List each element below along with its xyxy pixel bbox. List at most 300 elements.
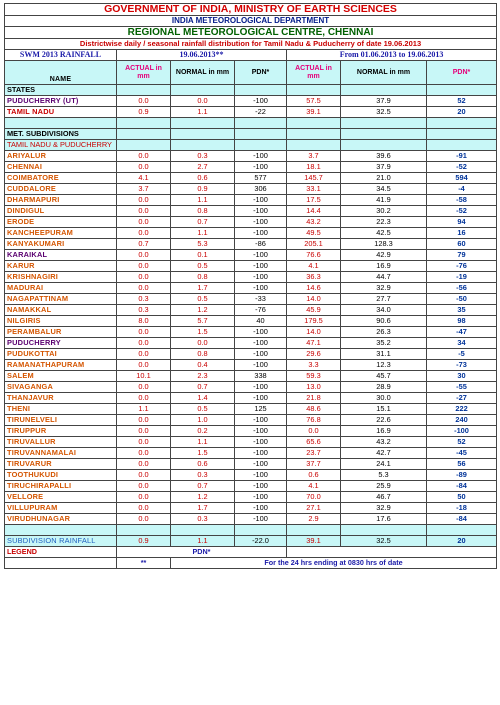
normal-season-value: 25.9: [341, 481, 427, 492]
pdn-season-value: -56: [427, 283, 497, 294]
normal-season-value: 26.3: [341, 327, 427, 338]
actual-daily-value: 1.1: [117, 404, 171, 415]
normal-season-value: 42.7: [341, 448, 427, 459]
table-row: [5, 459, 497, 470]
pdn-daily-value: -100: [235, 96, 287, 107]
district-name: TAMIL NADU: [5, 107, 117, 118]
actual-season-value: 145.7: [287, 173, 341, 184]
normal-daily-value: 0.2: [171, 426, 235, 437]
actual-season-value: 47.1: [287, 338, 341, 349]
actual-daily-value: 4.1: [117, 173, 171, 184]
table-row: [5, 514, 497, 525]
district-name: THANJAVUR: [5, 393, 117, 404]
actual-daily-value: 0.0: [117, 426, 171, 437]
district-name: PERAMBALUR: [5, 327, 117, 338]
pdn-daily-value: -100: [235, 162, 287, 173]
district-name: CUDDALORE: [5, 184, 117, 195]
normal-daily-value: 1.5: [171, 327, 235, 338]
table-row: [5, 217, 497, 228]
normal-season-value: 31.1: [341, 349, 427, 360]
district-name: TIRUVARUR: [5, 459, 117, 470]
normal-season-value: 28.9: [341, 382, 427, 393]
district-name: ARIYALUR: [5, 151, 117, 162]
normal-daily-value: 1.7: [171, 503, 235, 514]
table-row: [5, 151, 497, 162]
normal-daily-value: 1.0: [171, 415, 235, 426]
table-row: [5, 272, 497, 283]
actual-season-value: 27.1: [287, 503, 341, 514]
pdn-daily-value: -100: [235, 382, 287, 393]
pdn-daily-value: -100: [235, 393, 287, 404]
actual-daily-value: 10.1: [117, 371, 171, 382]
pdn-season-value: -4: [427, 184, 497, 195]
pdn-daily-value: -100: [235, 349, 287, 360]
pdn-daily-value: -100: [235, 514, 287, 525]
district-name: KARUR: [5, 261, 117, 272]
pdn-daily-value: -22: [235, 107, 287, 118]
pdn-season-value: -84: [427, 481, 497, 492]
district-name: KRISHNAGIRI: [5, 272, 117, 283]
actual-daily-value: 0.0: [117, 393, 171, 404]
normal-season-value: 37.9: [341, 162, 427, 173]
normal-daily-value: 0.7: [171, 382, 235, 393]
actual-season-value: 43.2: [287, 217, 341, 228]
table-row: [5, 250, 497, 261]
normal-daily-value: 1.2: [171, 305, 235, 316]
actual-season-value: 179.5: [287, 316, 341, 327]
table-row: [5, 162, 497, 173]
actual-daily-value: 0.0: [117, 349, 171, 360]
pdn-daily-value: -100: [235, 261, 287, 272]
normal-daily-value: 0.0: [171, 338, 235, 349]
actual-season-value: 0.0: [287, 426, 341, 437]
actual-season-value: 21.8: [287, 393, 341, 404]
district-name: VELLORE: [5, 492, 117, 503]
pdn-season-value: -52: [427, 206, 497, 217]
table-row: [5, 503, 497, 514]
district-name: DINDIGUL: [5, 206, 117, 217]
actual-daily-value: 0.9: [117, 107, 171, 118]
subdivision-total-label: SUBDIVISION RAINFALL: [5, 536, 117, 547]
actual-season-value: 2.9: [287, 514, 341, 525]
district-name: RAMANATHAPURAM: [5, 360, 117, 371]
pdn-daily-value: -100: [235, 283, 287, 294]
table-row: [5, 360, 497, 371]
normal-season-value: 15.1: [341, 404, 427, 415]
actual-season-value: 49.5: [287, 228, 341, 239]
normal-daily-value: 0.7: [171, 481, 235, 492]
normal-daily-value: 0.7: [171, 217, 235, 228]
section-tn-pd: TAMIL NADU & PUDUCHERRY: [5, 140, 117, 151]
normal-daily-value: 0.1: [171, 250, 235, 261]
pdn-season-value: -58: [427, 195, 497, 206]
section-row: [5, 140, 497, 151]
district-name: TIRUNELVELI: [5, 415, 117, 426]
pdn-daily-value: -100: [235, 272, 287, 283]
district-name: MADURAI: [5, 283, 117, 294]
district-name: PUDUCHERRY (UT): [5, 96, 117, 107]
pdn-season-value: -19: [427, 272, 497, 283]
actual-daily-value: 0.0: [117, 360, 171, 371]
district-name: TIRUPPUR: [5, 426, 117, 437]
pdn-season-value: -84: [427, 514, 497, 525]
normal-daily-value: 1.4: [171, 393, 235, 404]
actual-season-value: 48.6: [287, 404, 341, 415]
actual-season-value: 3.3: [287, 360, 341, 371]
pdn-season-value: 20: [427, 107, 497, 118]
pdn-season-value: 94: [427, 217, 497, 228]
actual-season-value: 18.1: [287, 162, 341, 173]
normal-season-value: 34.0: [341, 305, 427, 316]
table-row: [5, 228, 497, 239]
table-row: [5, 492, 497, 503]
actual-season-value: 76.8: [287, 415, 341, 426]
actual-daily-value: 0.0: [117, 415, 171, 426]
actual-daily-value: 0.0: [117, 228, 171, 239]
table-row: [5, 470, 497, 481]
section-row: [5, 129, 497, 140]
district-name: VILLUPURAM: [5, 503, 117, 514]
pdn-season-value: 222: [427, 404, 497, 415]
actual-season-value: 205.1: [287, 239, 341, 250]
actual-season-value: 0.6: [287, 470, 341, 481]
col-header-normal-season: NORMAL in mm: [341, 61, 427, 85]
pdn-season-value: -45: [427, 448, 497, 459]
pdn-daily-value: -100: [235, 426, 287, 437]
legend-row: [5, 547, 497, 558]
table-row: [5, 261, 497, 272]
normal-season-value: 46.7: [341, 492, 427, 503]
normal-daily-value: 0.5: [171, 404, 235, 415]
district-name: THENI: [5, 404, 117, 415]
normal-season-value: 22.6: [341, 415, 427, 426]
pdn-daily-value: -100: [235, 481, 287, 492]
pdn-daily-value: -100: [235, 151, 287, 162]
normal-season-value: 90.6: [341, 316, 427, 327]
normal-daily-value: 1.2: [171, 492, 235, 503]
normal-season-value: 32.9: [341, 503, 427, 514]
pdn-season-value: -52: [427, 162, 497, 173]
rainfall-table: [4, 3, 497, 569]
normal-season-value: 32.9: [341, 283, 427, 294]
spacer-row: [5, 525, 497, 536]
normal-season-value: 21.0: [341, 173, 427, 184]
district-name: KANYAKUMARI: [5, 239, 117, 250]
normal-daily-value: 0.4: [171, 360, 235, 371]
actual-daily-value: 0.0: [117, 459, 171, 470]
normal-season-value: 5.3: [341, 470, 427, 481]
actual-daily-value: 0.0: [117, 162, 171, 173]
actual-season-value: 39.1: [287, 536, 341, 547]
table-row: [5, 382, 497, 393]
pdn-daily-value: -100: [235, 448, 287, 459]
normal-daily-value: 1.1: [171, 536, 235, 547]
district-name: TIRUVANNAMALAI: [5, 448, 117, 459]
normal-season-value: 35.2: [341, 338, 427, 349]
normal-daily-value: 1.5: [171, 448, 235, 459]
department-name: INDIA METEOROLOGICAL DEPARTMENT: [5, 16, 497, 27]
table-row: [5, 448, 497, 459]
actual-season-value: 70.0: [287, 492, 341, 503]
pdn-season-value: 240: [427, 415, 497, 426]
district-name: TIRUVALLUR: [5, 437, 117, 448]
normal-daily-value: 0.8: [171, 206, 235, 217]
actual-daily-value: 0.0: [117, 195, 171, 206]
district-name: VIRUDHUNAGAR: [5, 514, 117, 525]
col-header-pdn-season: PDN*: [427, 61, 497, 85]
district-name: KARAIKAL: [5, 250, 117, 261]
actual-daily-value: 0.0: [117, 470, 171, 481]
pdn-season-value: -27: [427, 393, 497, 404]
col-header-actual-season: ACTUAL in mm: [287, 61, 341, 85]
pdn-season-value: 16: [427, 228, 497, 239]
normal-daily-value: 1.1: [171, 437, 235, 448]
report-title: GOVERNMENT OF INDIA, MINISTRY OF EARTH SCIENCES: [5, 4, 497, 16]
normal-season-value: 30.0: [341, 393, 427, 404]
actual-season-value: 14.6: [287, 283, 341, 294]
pdn-daily-value: -100: [235, 250, 287, 261]
table-row: [5, 338, 497, 349]
actual-daily-value: 8.0: [117, 316, 171, 327]
actual-season-value: 13.0: [287, 382, 341, 393]
actual-season-value: 39.1: [287, 107, 341, 118]
pdn-daily-value: -22.0: [235, 536, 287, 547]
pdn-season-value: 56: [427, 459, 497, 470]
district-name: PUDUCHERRY: [5, 338, 117, 349]
pdn-daily-value: 338: [235, 371, 287, 382]
daily-date: 19.06.2013**: [117, 50, 287, 61]
normal-season-value: 128.3: [341, 239, 427, 250]
legend-stars: **: [117, 558, 171, 569]
district-name: TIRUCHIRAPALLI: [5, 481, 117, 492]
table-row: [5, 437, 497, 448]
report-description: Districtwise daily / seasonal rainfall distribution for Tamil Nadu & Puducherry of date 19.06.2013: [5, 39, 497, 50]
table-row: [5, 173, 497, 184]
pdn-season-value: 52: [427, 437, 497, 448]
normal-season-value: 39.6: [341, 151, 427, 162]
pdn-season-value: -76: [427, 261, 497, 272]
normal-daily-value: 1.1: [171, 107, 235, 118]
actual-season-value: 76.6: [287, 250, 341, 261]
normal-daily-value: 0.3: [171, 151, 235, 162]
pdn-season-value: -89: [427, 470, 497, 481]
actual-season-value: 36.3: [287, 272, 341, 283]
pdn-season-value: -5: [427, 349, 497, 360]
table-row: [5, 426, 497, 437]
table-row: [5, 206, 497, 217]
district-name: TOOTHUKUDI: [5, 470, 117, 481]
district-name: PUDUKOTTAI: [5, 349, 117, 360]
normal-season-value: 37.9: [341, 96, 427, 107]
actual-daily-value: 0.0: [117, 250, 171, 261]
pdn-daily-value: -100: [235, 195, 287, 206]
pdn-season-value: -47: [427, 327, 497, 338]
actual-season-value: 14.0: [287, 294, 341, 305]
table-row: [5, 305, 497, 316]
district-name: DHARMAPURI: [5, 195, 117, 206]
actual-daily-value: 0.0: [117, 437, 171, 448]
legend-row: [5, 558, 497, 569]
normal-daily-value: 0.5: [171, 294, 235, 305]
normal-daily-value: 5.7: [171, 316, 235, 327]
normal-daily-value: 2.3: [171, 371, 235, 382]
col-header-name: NAME: [5, 61, 117, 85]
actual-daily-value: 0.0: [117, 151, 171, 162]
normal-season-value: 16.9: [341, 426, 427, 437]
table-row: [5, 316, 497, 327]
district-name: SIVAGANGA: [5, 382, 117, 393]
district-name: NILGIRIS: [5, 316, 117, 327]
pdn-season-value: -18: [427, 503, 497, 514]
pdn-daily-value: -100: [235, 217, 287, 228]
table-row: [5, 393, 497, 404]
actual-daily-value: 3.7: [117, 184, 171, 195]
season-period: From 01.06.2013 to 19.06.2013: [287, 50, 497, 61]
table-row: [5, 371, 497, 382]
actual-daily-value: 0.0: [117, 272, 171, 283]
pdn-daily-value: 40: [235, 316, 287, 327]
pdn-daily-value: 306: [235, 184, 287, 195]
subdivision-total-row: [5, 536, 497, 547]
pdn-daily-value: -100: [235, 327, 287, 338]
district-name: CHENNAI: [5, 162, 117, 173]
actual-season-value: 4.1: [287, 481, 341, 492]
pdn-season-value: 98: [427, 316, 497, 327]
actual-daily-value: 0.0: [117, 503, 171, 514]
normal-season-value: 12.3: [341, 360, 427, 371]
normal-season-value: 32.5: [341, 107, 427, 118]
actual-daily-value: 0.0: [117, 492, 171, 503]
actual-daily-value: 0.0: [117, 514, 171, 525]
actual-season-value: 17.5: [287, 195, 341, 206]
pdn-daily-value: -100: [235, 338, 287, 349]
normal-daily-value: 0.6: [171, 173, 235, 184]
actual-daily-value: 0.0: [117, 261, 171, 272]
pdn-season-value: 60: [427, 239, 497, 250]
normal-season-value: 30.2: [341, 206, 427, 217]
actual-season-value: 37.7: [287, 459, 341, 470]
pdn-daily-value: -100: [235, 228, 287, 239]
normal-season-value: 42.5: [341, 228, 427, 239]
col-header-pdn-daily: PDN*: [235, 61, 287, 85]
normal-daily-value: 1.1: [171, 228, 235, 239]
normal-daily-value: 0.3: [171, 514, 235, 525]
pdn-season-value: -55: [427, 382, 497, 393]
pdn-daily-value: -100: [235, 492, 287, 503]
normal-daily-value: 0.6: [171, 459, 235, 470]
actual-season-value: 45.9: [287, 305, 341, 316]
pdn-daily-value: -76: [235, 305, 287, 316]
pdn-daily-value: 125: [235, 404, 287, 415]
col-header-actual-daily: ACTUAL in mm: [117, 61, 171, 85]
actual-season-value: 14.4: [287, 206, 341, 217]
actual-daily-value: 0.9: [117, 536, 171, 547]
pdn-season-value: 79: [427, 250, 497, 261]
actual-daily-value: 0.0: [117, 283, 171, 294]
normal-season-value: 41.9: [341, 195, 427, 206]
pdn-daily-value: -100: [235, 470, 287, 481]
normal-season-value: 24.1: [341, 459, 427, 470]
actual-daily-value: 0.3: [117, 294, 171, 305]
pdn-season-value: 20: [427, 536, 497, 547]
centre-name: REGIONAL METEOROLOGICAL CENTRE, CHENNAI: [5, 27, 497, 39]
pdn-season-value: -50: [427, 294, 497, 305]
pdn-daily-value: -100: [235, 437, 287, 448]
pdn-daily-value: -33: [235, 294, 287, 305]
actual-season-value: 14.0: [287, 327, 341, 338]
actual-season-value: 65.6: [287, 437, 341, 448]
table-row: [5, 184, 497, 195]
table-row: [5, 294, 497, 305]
actual-daily-value: 0.0: [117, 338, 171, 349]
pdn-daily-value: -86: [235, 239, 287, 250]
district-name: ERODE: [5, 217, 117, 228]
pdn-daily-value: 577: [235, 173, 287, 184]
pdn-season-value: 30: [427, 371, 497, 382]
normal-daily-value: 0.0: [171, 96, 235, 107]
normal-daily-value: 1.1: [171, 195, 235, 206]
normal-daily-value: 0.3: [171, 470, 235, 481]
normal-season-value: 32.5: [341, 536, 427, 547]
pdn-season-value: 52: [427, 96, 497, 107]
table-row: [5, 283, 497, 294]
spacer-row: [5, 118, 497, 129]
actual-daily-value: 0.0: [117, 382, 171, 393]
normal-daily-value: 1.7: [171, 283, 235, 294]
district-name: NAGAPATTINAM: [5, 294, 117, 305]
legend-label: LEGEND: [5, 547, 117, 558]
actual-daily-value: 0.0: [117, 481, 171, 492]
pdn-daily-value: -100: [235, 360, 287, 371]
normal-daily-value: 0.5: [171, 261, 235, 272]
actual-daily-value: 0.0: [117, 96, 171, 107]
actual-daily-value: 0.0: [117, 206, 171, 217]
normal-season-value: 17.6: [341, 514, 427, 525]
district-name: COIMBATORE: [5, 173, 117, 184]
table-row: [5, 107, 497, 118]
actual-season-value: 3.7: [287, 151, 341, 162]
normal-daily-value: 0.8: [171, 349, 235, 360]
actual-season-value: 29.6: [287, 349, 341, 360]
pdn-season-value: -91: [427, 151, 497, 162]
legend-note: For the 24 hrs ending at 0830 hrs of date: [171, 558, 497, 569]
actual-daily-value: 0.3: [117, 305, 171, 316]
pdn-season-value: -100: [427, 426, 497, 437]
pdn-season-value: 50: [427, 492, 497, 503]
district-name: SALEM: [5, 371, 117, 382]
normal-season-value: 43.2: [341, 437, 427, 448]
table-row: [5, 96, 497, 107]
actual-season-value: 59.3: [287, 371, 341, 382]
season-label: SWM 2013 RAINFALL: [5, 50, 117, 61]
pdn-daily-value: -100: [235, 206, 287, 217]
actual-daily-value: 0.7: [117, 239, 171, 250]
pdn-season-value: 34: [427, 338, 497, 349]
district-name: KANCHEEPURAM: [5, 228, 117, 239]
table-row: [5, 195, 497, 206]
normal-season-value: 22.3: [341, 217, 427, 228]
pdn-daily-value: -100: [235, 503, 287, 514]
pdn-season-value: 594: [427, 173, 497, 184]
pdn-season-value: 35: [427, 305, 497, 316]
normal-season-value: 45.7: [341, 371, 427, 382]
pdn-daily-value: -100: [235, 415, 287, 426]
actual-season-value: 4.1: [287, 261, 341, 272]
normal-season-value: 42.9: [341, 250, 427, 261]
normal-daily-value: 5.3: [171, 239, 235, 250]
table-row: [5, 404, 497, 415]
section-states: STATES: [5, 85, 117, 96]
